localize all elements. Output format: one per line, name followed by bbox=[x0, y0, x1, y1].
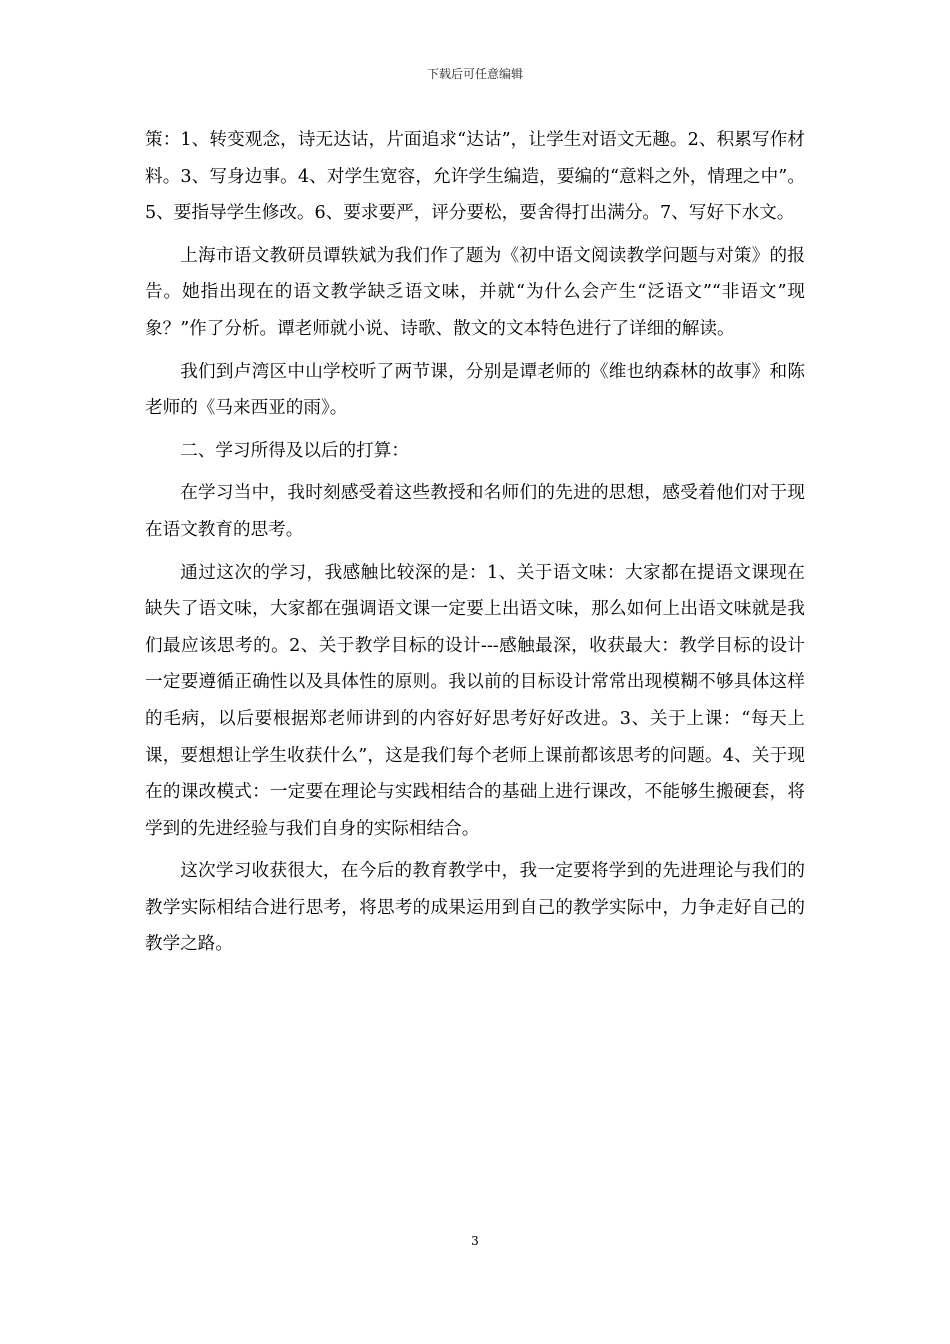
document-body bbox=[145, 122, 805, 969]
paragraph-5: 在学习当中，我时刻感受着这些教授和名师们的先进的思想，感受着他们对于现在语文教育的思考。 bbox=[145, 483, 805, 540]
page-number: 3 bbox=[471, 1234, 479, 1248]
section-heading: 二、学习所得及以后的打算： bbox=[180, 440, 409, 461]
paragraph-7: 这次学习收获很大，在今后的教育教学中，我一定要将学到的先进理论与我们的教学实际相结合进行思考，将思考的成果运用到自己的教学实际中，力争走好自己的教学之路。 bbox=[145, 861, 805, 955]
paragraph-1: 策：1、转变观念，诗无达诂，片面追求“达诂”，让学生对语文无趣。2、积累写作材料。3、写身边事。4、对学生宽容，允许学生编造，要编的“意料之外，情理之中”。5、要指导学生修改。6、要求要严，评分要松，要舍得打出满分。7、写好下水文。 bbox=[145, 130, 805, 224]
paragraph-3: 我们到卢湾区中山学校听了两节课，分别是谭老师的《维也纳森林的故事》和陈老师的《马来西亚的雨》。 bbox=[145, 361, 805, 419]
paragraph-6: 通过这次的学习，我感触比较深的是：1、关于语文味：大家都在提语文课现在缺失了语文味，大家都在强调语文课一定要上出语文味，那么如何上出语文味就是我们最应该思考的。2、关于教学目标的设计---感触最深，收获最大：教学目标的设计一定要遵循正确性以及具体性的原则。我以前的目标设计常常出现模糊不够具体这样的毛病，以后要根据郑老师讲到的内容好好思考好好改进。3、关于上课：“每天上课，要想想让学生收获什么”，这是我们每个老师上课前都该思考的问题。4、关于现在的课改模式：一定要在理论与实践相结合的基础上进行课改，不能够生搬硬套，将学到的先进经验与我们自身的实际相结合。 bbox=[145, 562, 805, 839]
page-header: 下载后可任意编辑 bbox=[426, 67, 523, 81]
paragraph-2: 上海市语文教研员谭轶斌为我们作了题为《初中语文阅读教学问题与对策》的报告。她指出现在的语文教学缺乏语文味，并就“为什么会产生“泛语文”“非语文”现象？”作了分析。谭老师就小说、诗歌、散文的文本特色进行了详细的解读。 bbox=[145, 245, 805, 339]
